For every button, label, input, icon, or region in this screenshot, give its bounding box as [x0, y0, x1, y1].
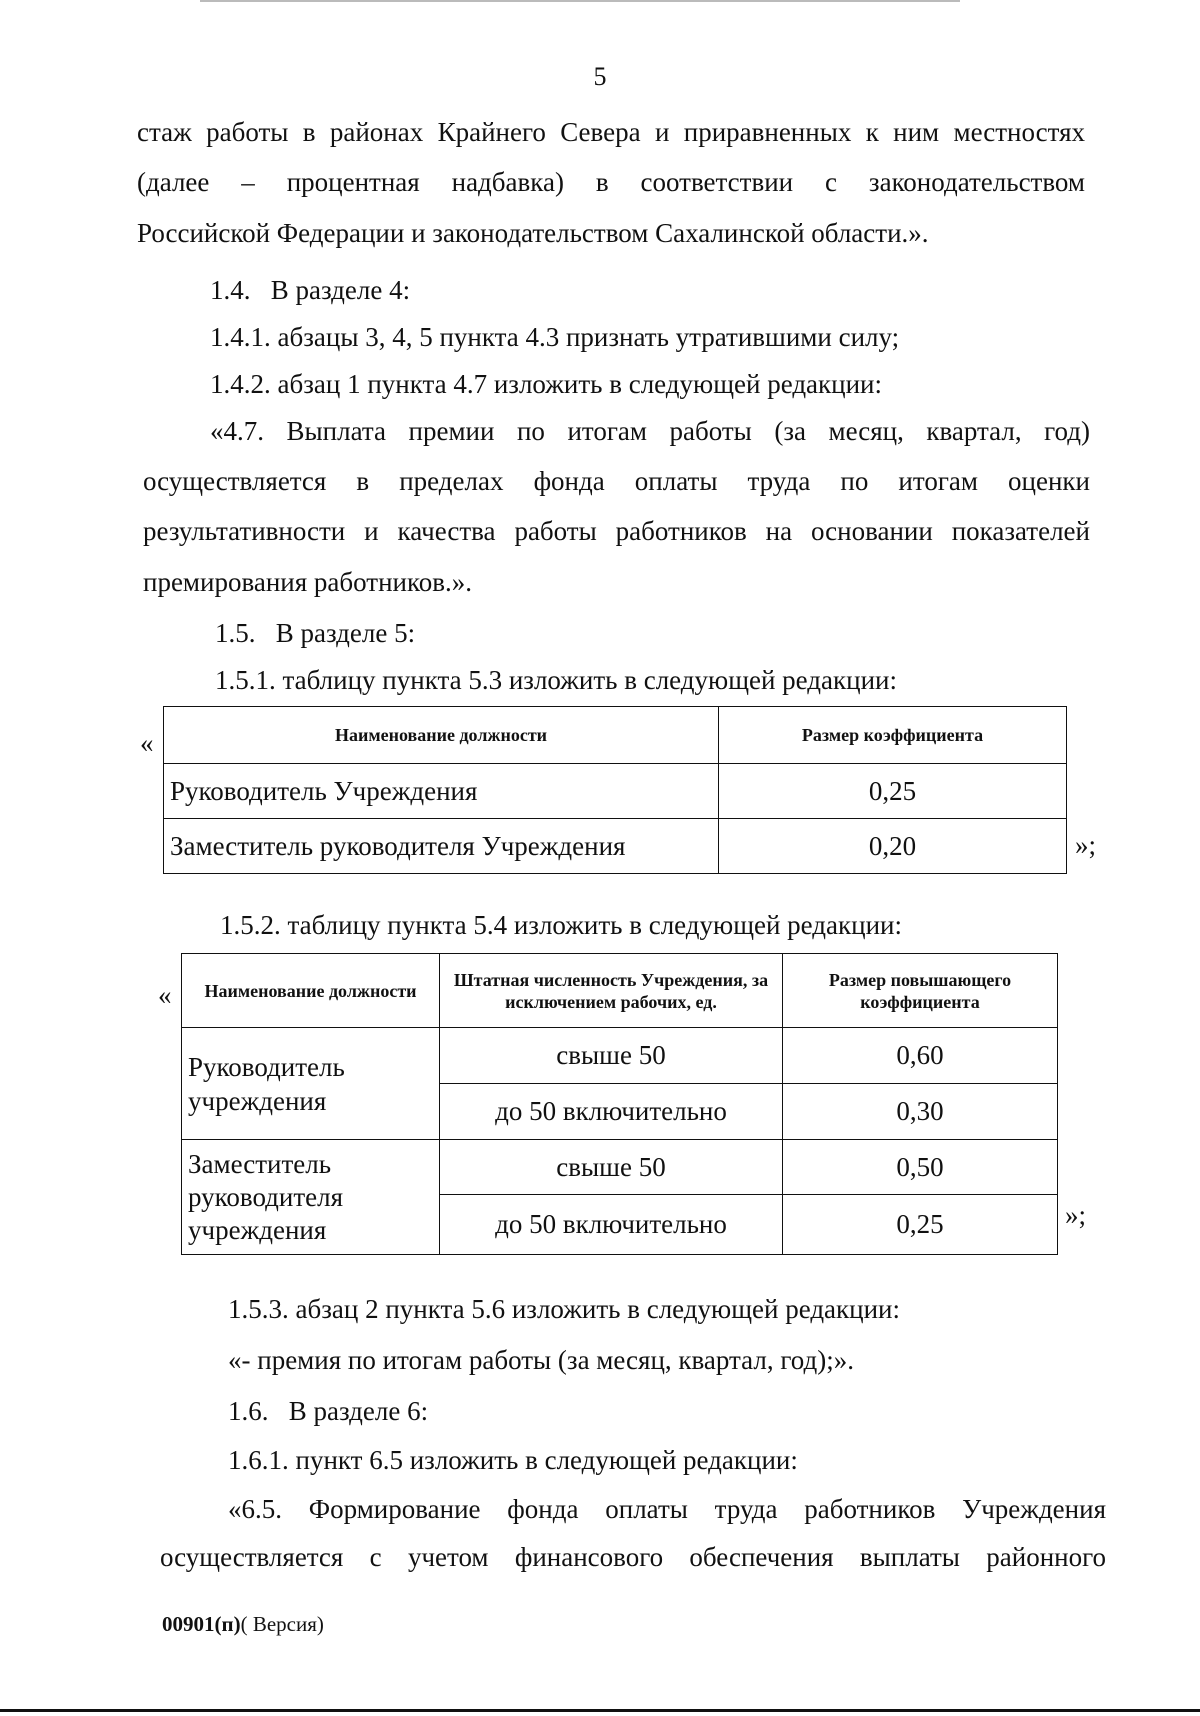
cell-position: Заместитель руководителя учреждения: [182, 1140, 440, 1255]
footer-document-code: [162, 1612, 324, 1637]
item-1-5-3: 1.5.3. абзац 2 пункта 5.6 изложить в следующей редакции:: [228, 1294, 901, 1324]
cell-staff: свыше 50: [440, 1140, 783, 1195]
cell-coef: 0,25: [783, 1195, 1058, 1255]
paragraph-line: (далее – процентная надбавка) в соответствии с законодательством: [137, 167, 1085, 197]
table1-open-quote: «: [140, 728, 154, 758]
cell-position: Руководитель учреждения: [182, 1028, 440, 1140]
cell-coef: 0,25: [719, 764, 1067, 819]
item-1-4-1: 1.4.1. абзацы 3, 4, 5 пункта 4.3 признать утратившими силу;: [210, 322, 900, 352]
table2-open-quote: «: [158, 980, 172, 1010]
table2-close-quote: »;: [1065, 1200, 1087, 1230]
cell-staff: свыше 50: [440, 1028, 783, 1084]
table-row: [164, 819, 1067, 874]
footer-version: ( Версия): [240, 1612, 324, 1636]
quote-line: результативности и качества работы работников на основании показателей: [143, 516, 1090, 546]
quote-line: премирования работников.».: [143, 567, 472, 597]
table-header-row: [182, 954, 1058, 1028]
cell-coef: 0,20: [719, 819, 1067, 874]
quote-line: «4.7. Выплата премии по итогам работы (за месяц, квартал, год): [210, 416, 1090, 446]
cell-staff: до 50 включительно: [440, 1084, 783, 1140]
table-row: [182, 1028, 1058, 1084]
cell-coef: 0,50: [783, 1140, 1058, 1195]
scan-top-edge: [200, 0, 960, 2]
cell-position: Руководитель Учреждения: [164, 764, 719, 819]
quote-line: осуществляется с учетом финансового обеспечения выплаты районного: [160, 1542, 1106, 1572]
header-coef: Размер повышающего коэффициента: [783, 954, 1058, 1028]
item-1-5: 1.5. В разделе 5:: [215, 618, 416, 648]
coefficient-table: [163, 706, 1067, 874]
header-position: Наименование должности: [164, 707, 719, 764]
item-1-6: 1.6. В разделе 6:: [228, 1396, 429, 1426]
cell-position: Заместитель руководителя Учреждения: [164, 819, 719, 874]
item-1-4-2: 1.4.2. абзац 1 пункта 4.7 изложить в следующей редакции:: [210, 369, 883, 399]
item-1-5-1: 1.5.1. таблицу пункта 5.3 изложить в следующей редакции:: [215, 665, 897, 695]
page-number: 5: [593, 62, 607, 91]
item-1-6-1: 1.6.1. пункт 6.5 изложить в следующей редакции:: [228, 1445, 798, 1475]
table-header-row: [164, 707, 1067, 764]
quote-5-6: «- премия по итогам работы (за месяц, квартал, год);».: [228, 1345, 854, 1375]
quote-line: осуществляется в пределах фонда оплаты труда по итогам оценки: [143, 466, 1090, 496]
raise-coefficient-table: [181, 953, 1058, 1255]
cell-coef: 0,30: [783, 1084, 1058, 1140]
footer-code: 00901(п): [162, 1612, 241, 1636]
header-position: Наименование должности: [182, 954, 440, 1028]
paragraph-line: Российской Федерации и законодательством Сахалинской области.».: [137, 218, 929, 248]
scan-bottom-edge: [0, 1709, 1200, 1712]
item-1-5-2: 1.5.2. таблицу пункта 5.4 изложить в следующей редакции:: [220, 910, 902, 940]
header-coef: Размер коэффициента: [719, 707, 1067, 764]
header-staff: Штатная численность Учреждения, за исключением рабочих, ед.: [440, 954, 783, 1028]
cell-coef: 0,60: [783, 1028, 1058, 1084]
table-row: [182, 1140, 1058, 1195]
item-1-4: 1.4. В разделе 4:: [210, 275, 411, 305]
table1-close-quote: »;: [1075, 830, 1097, 860]
quote-line: «6.5. Формирование фонда оплаты труда работников Учреждения: [228, 1494, 1106, 1524]
cell-staff: до 50 включительно: [440, 1195, 783, 1255]
paragraph-line: стаж работы в районах Крайнего Севера и приравненных к ним местностях: [137, 117, 1085, 147]
table-row: [164, 764, 1067, 819]
